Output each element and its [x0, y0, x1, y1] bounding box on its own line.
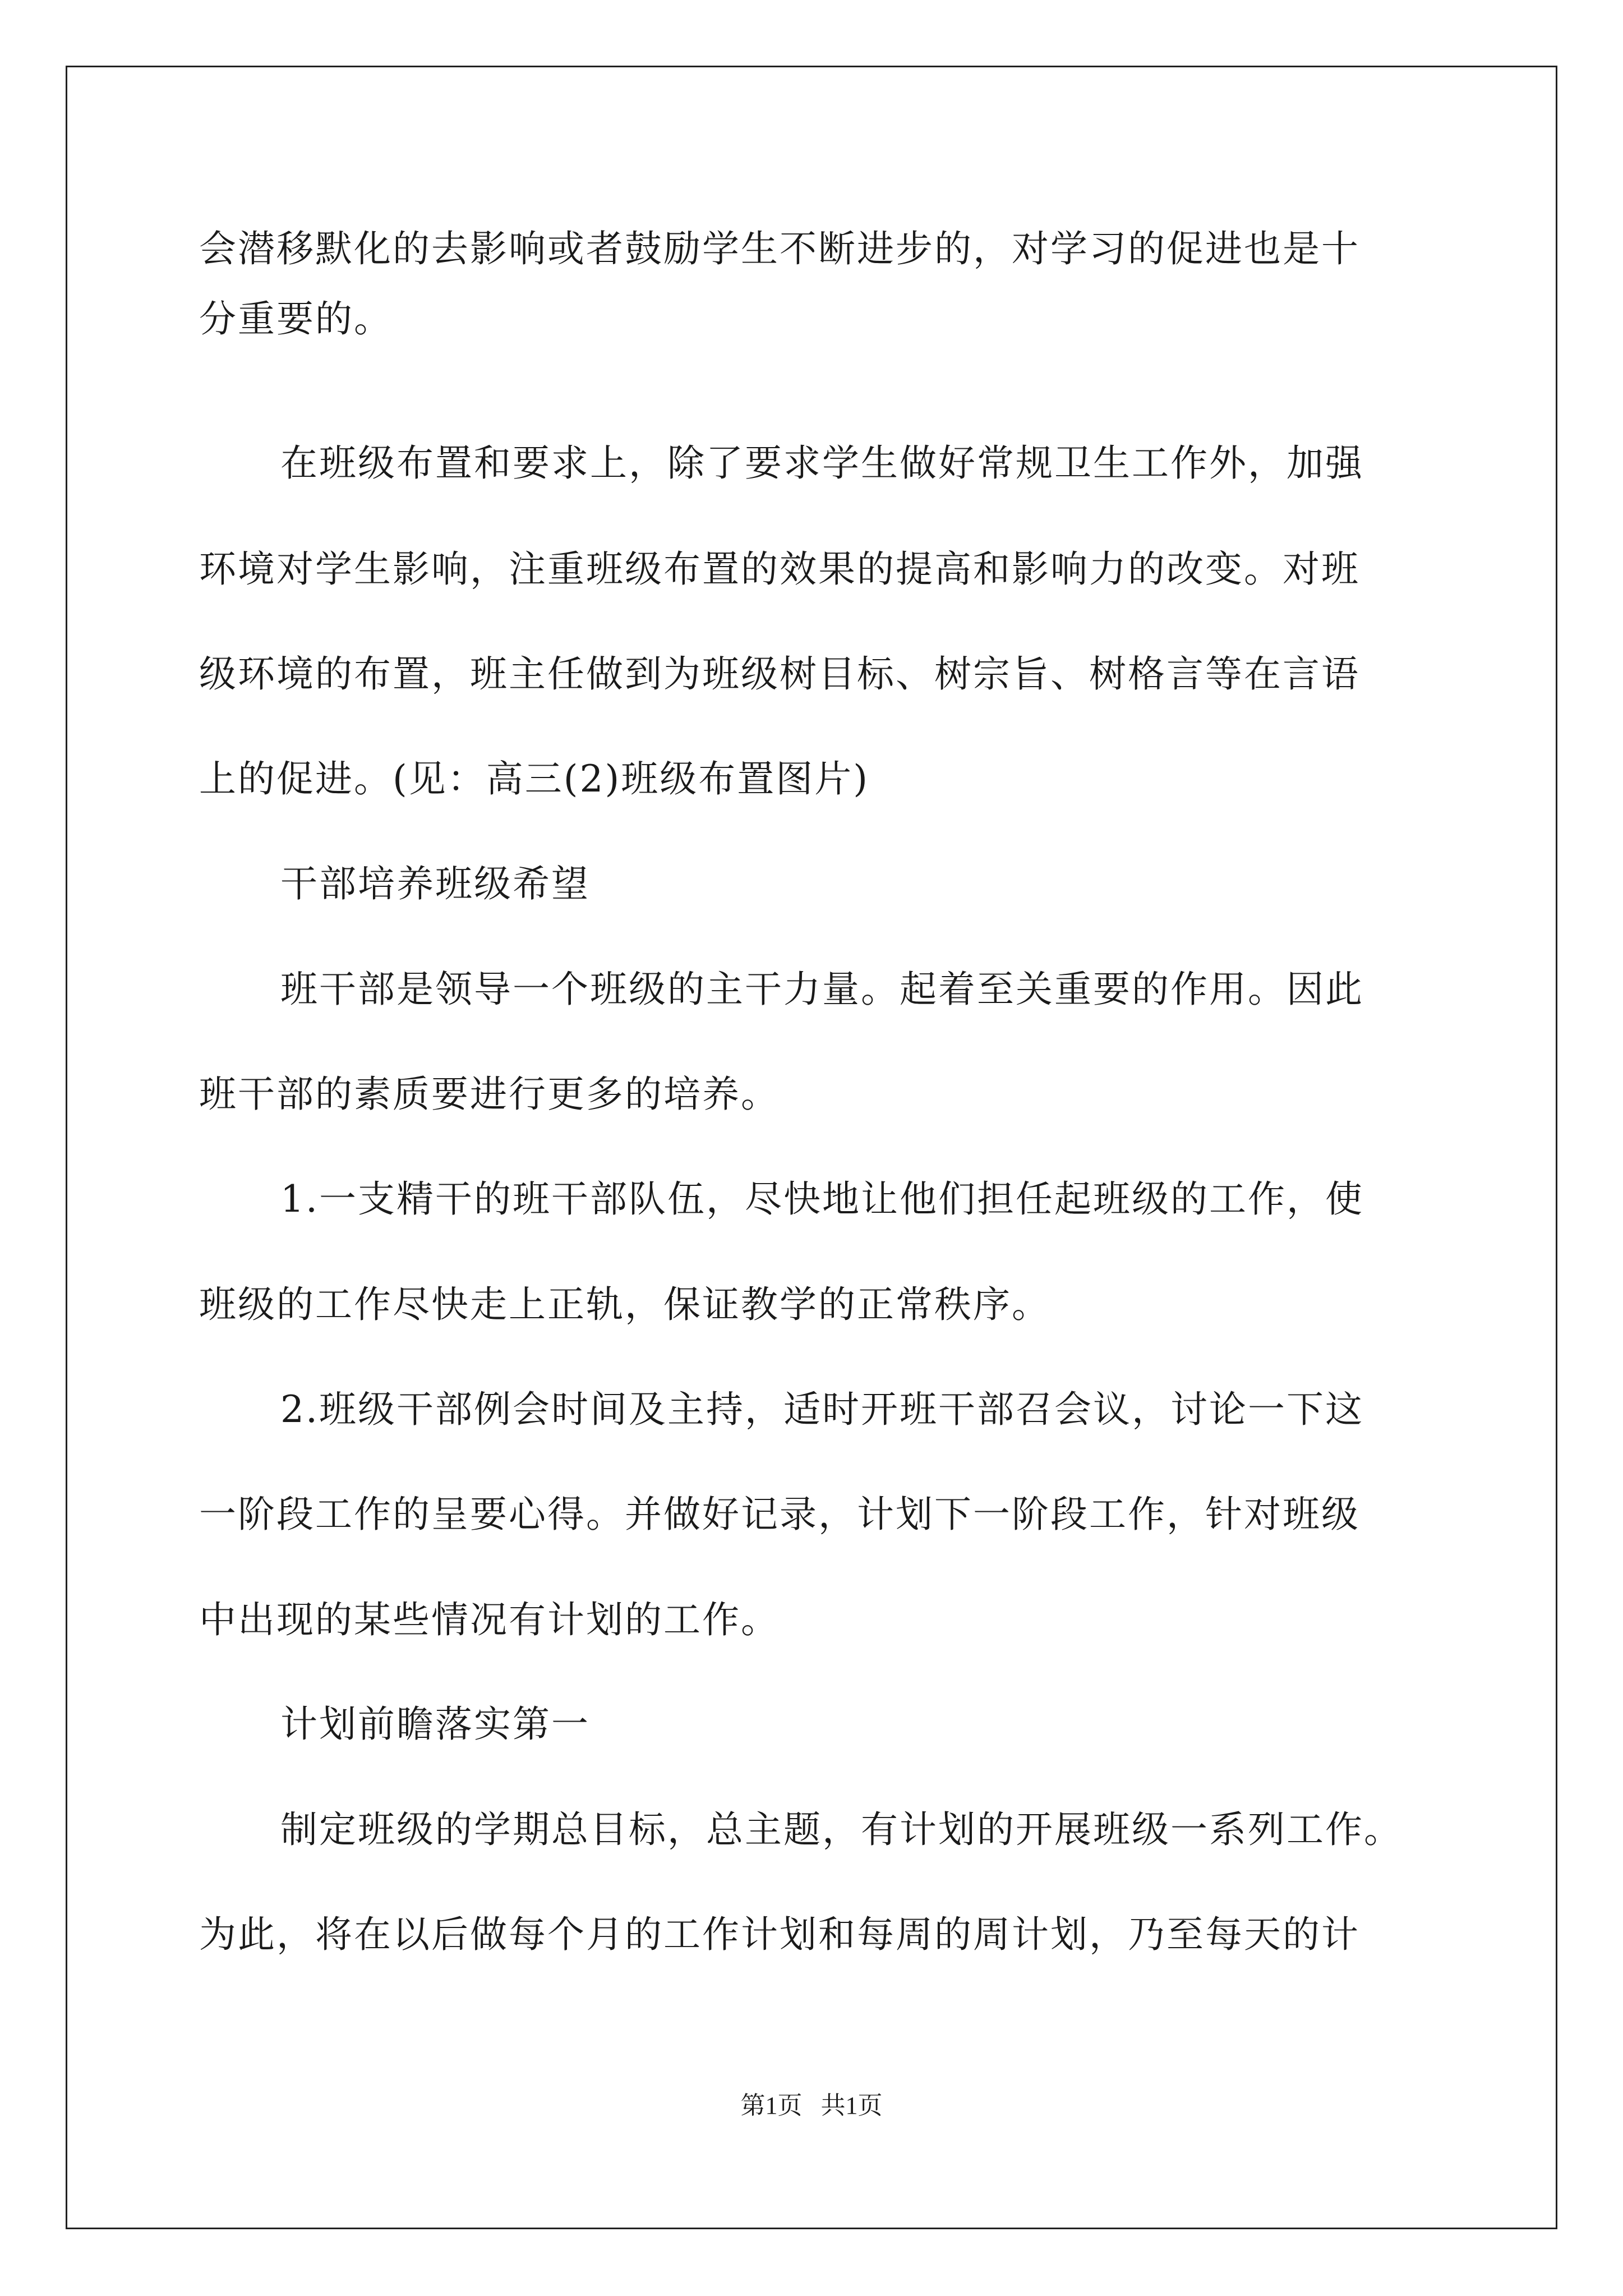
body-line: 环境对学生影响，注重班级布置的效果的提高和影响力的改变。对班	[199, 547, 1360, 591]
body-line: 会潜移默化的去影响或者鼓励学生不断进步的，对学习的促进也是十	[199, 227, 1360, 270]
list-item-line: 1.一支精干的班干部队伍，尽快地让他们担任起班级的工作，使	[280, 1177, 1364, 1221]
body-line: 为此，将在以后做每个月的工作计划和每周的周计划，乃至每天的计	[199, 1913, 1360, 1956]
section-heading: 计划前瞻落实第一	[280, 1703, 590, 1746]
body-line: 分重要的。	[199, 297, 393, 341]
body-line: 班干部的素质要进行更多的培养。	[199, 1073, 780, 1116]
paragraph-line: 在班级布置和要求上，除了要求学生做好常规卫生工作外，加强	[280, 441, 1364, 485]
section-heading: 干部培养班级希望	[280, 862, 590, 905]
page-border	[66, 66, 1557, 2229]
paragraph-line: 制定班级的学期总目标，总主题，有计划的开展班级一系列工作。	[280, 1808, 1403, 1851]
list-item-line: 2.班级干部例会时间及主持，适时开班干部召会议，讨论一下这	[280, 1388, 1364, 1431]
body-line: 级环境的布置，班主任做到为班级树目标、树宗旨、树格言等在言语	[199, 652, 1360, 696]
body-line: 班级的工作尽快走上正轨，保证教学的正常秩序。	[199, 1283, 1050, 1326]
body-line: 一阶段工作的呈要心得。并做好记录，计划下一阶段工作，针对班级	[199, 1493, 1360, 1536]
body-line: 中出现的某些情况有计划的工作。	[199, 1598, 780, 1641]
page-footer: 第1页 共1页	[740, 2092, 883, 2119]
body-line: 上的促进。(见：高三(2)班级布置图片)	[199, 757, 869, 800]
paragraph-line: 班干部是领导一个班级的主干力量。起着至关重要的作用。因此	[280, 968, 1364, 1011]
